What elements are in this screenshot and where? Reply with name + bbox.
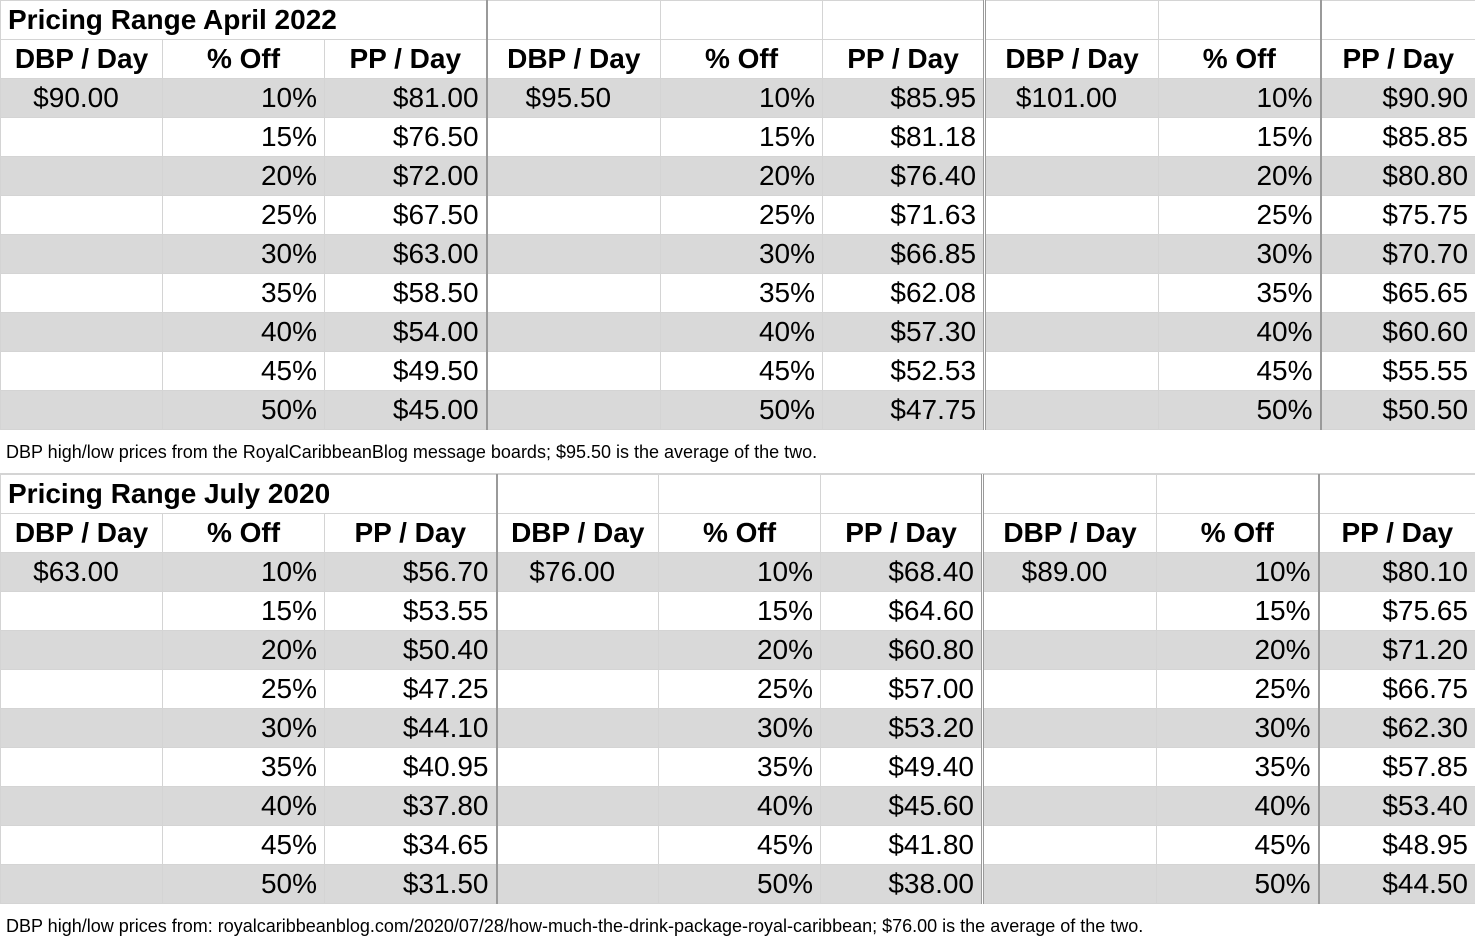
percent-off-cell: 35% xyxy=(163,274,325,313)
pp-cell: $68.40 xyxy=(821,553,983,592)
table-row xyxy=(1,196,1475,235)
percent-off-cell: 45% xyxy=(1159,352,1321,391)
pp-cell: $49.40 xyxy=(821,748,983,787)
percent-off-cell: 45% xyxy=(163,352,325,391)
table-row xyxy=(1,391,1475,430)
pp-cell: $57.85 xyxy=(1319,748,1475,787)
dbp-cell xyxy=(1,787,163,826)
pp-cell: $50.40 xyxy=(325,631,497,670)
percent-off-cell: 50% xyxy=(1159,391,1321,430)
empty-cell xyxy=(1321,1,1475,40)
pp-cell: $81.00 xyxy=(325,79,487,118)
dbp-cell xyxy=(985,157,1159,196)
table-row xyxy=(1,709,1475,748)
pp-cell: $66.85 xyxy=(823,235,985,274)
pp-cell: $54.00 xyxy=(325,313,487,352)
dbp-cell xyxy=(487,157,661,196)
percent-off-cell: 50% xyxy=(1157,865,1319,904)
pp-cell: $80.10 xyxy=(1319,553,1475,592)
dbp-cell: $89.00 xyxy=(983,553,1157,592)
dbp-cell xyxy=(1,826,163,865)
dbp-cell xyxy=(487,235,661,274)
pp-cell: $50.50 xyxy=(1321,391,1475,430)
pp-cell: $66.75 xyxy=(1319,670,1475,709)
percent-off-cell: 30% xyxy=(1157,709,1319,748)
dbp-cell xyxy=(487,274,661,313)
pp-cell: $41.80 xyxy=(821,826,983,865)
percent-off-cell: 25% xyxy=(661,196,823,235)
percent-off-cell: 30% xyxy=(163,235,325,274)
percent-off-cell: 10% xyxy=(661,79,823,118)
dbp-cell xyxy=(1,313,163,352)
dbp-cell xyxy=(985,391,1159,430)
table-row xyxy=(1,748,1475,787)
dbp-cell xyxy=(497,709,659,748)
percent-off-cell: 50% xyxy=(163,391,325,430)
dbp-cell xyxy=(497,787,659,826)
table-row xyxy=(1,670,1475,709)
empty-cell xyxy=(659,475,821,514)
empty-cell xyxy=(661,1,823,40)
percent-off-cell: 20% xyxy=(1159,157,1321,196)
percent-off-cell: 25% xyxy=(659,670,821,709)
percent-off-cell: 35% xyxy=(659,748,821,787)
table-row xyxy=(1,865,1475,904)
pp-cell: $75.65 xyxy=(1319,592,1475,631)
pp-cell: $85.95 xyxy=(823,79,985,118)
column-header: PP / Day xyxy=(1321,40,1475,79)
table-row xyxy=(1,274,1475,313)
dbp-cell xyxy=(985,196,1159,235)
percent-off-cell: 40% xyxy=(163,313,325,352)
percent-off-cell: 50% xyxy=(659,865,821,904)
percent-off-cell: 40% xyxy=(1157,787,1319,826)
percent-off-cell: 30% xyxy=(659,709,821,748)
percent-off-cell: 50% xyxy=(661,391,823,430)
table-row xyxy=(1,235,1475,274)
percent-off-cell: 20% xyxy=(163,631,325,670)
empty-cell xyxy=(1319,475,1475,514)
percent-off-cell: 20% xyxy=(1157,631,1319,670)
dbp-cell xyxy=(985,118,1159,157)
pp-cell: $52.53 xyxy=(823,352,985,391)
dbp-cell xyxy=(497,748,659,787)
percent-off-cell: 15% xyxy=(1159,118,1321,157)
pp-cell: $71.20 xyxy=(1319,631,1475,670)
dbp-cell xyxy=(487,391,661,430)
dbp-cell xyxy=(983,787,1157,826)
dbp-cell xyxy=(487,118,661,157)
pp-cell: $34.65 xyxy=(325,826,497,865)
empty-cell xyxy=(497,475,659,514)
percent-off-cell: 15% xyxy=(163,592,325,631)
table-row xyxy=(1,553,1475,592)
table-row xyxy=(1,313,1475,352)
percent-off-cell: 20% xyxy=(659,631,821,670)
percent-off-cell: 10% xyxy=(1157,553,1319,592)
column-header: DBP / Day xyxy=(1,40,163,79)
dbp-cell xyxy=(1,352,163,391)
dbp-cell xyxy=(983,865,1157,904)
pp-cell: $71.63 xyxy=(823,196,985,235)
pp-cell: $80.80 xyxy=(1321,157,1475,196)
pp-cell: $53.55 xyxy=(325,592,497,631)
column-header: DBP / Day xyxy=(983,514,1157,553)
dbp-cell xyxy=(497,826,659,865)
pp-cell: $48.95 xyxy=(1319,826,1475,865)
percent-off-cell: 25% xyxy=(1157,670,1319,709)
footnote: DBP high/low prices from the RoyalCaribbeanBlog message boards; $95.50 is the average of the two. xyxy=(0,430,1475,474)
percent-off-cell: 15% xyxy=(661,118,823,157)
dbp-cell xyxy=(1,196,163,235)
pp-cell: $90.90 xyxy=(1321,79,1475,118)
column-header: % Off xyxy=(163,40,325,79)
percent-off-cell: 45% xyxy=(661,352,823,391)
pp-cell: $53.20 xyxy=(821,709,983,748)
pp-cell: $63.00 xyxy=(325,235,487,274)
dbp-cell xyxy=(985,352,1159,391)
dbp-cell xyxy=(487,196,661,235)
pp-cell: $47.75 xyxy=(823,391,985,430)
section-title-row xyxy=(1,475,1475,514)
section-title-row xyxy=(1,1,1475,40)
empty-cell xyxy=(983,475,1157,514)
pp-cell: $37.80 xyxy=(325,787,497,826)
dbp-cell xyxy=(487,313,661,352)
pp-cell: $44.10 xyxy=(325,709,497,748)
dbp-cell: $63.00 xyxy=(1,553,163,592)
pp-cell: $60.60 xyxy=(1321,313,1475,352)
header-row xyxy=(1,40,1475,79)
dbp-cell xyxy=(983,592,1157,631)
column-header: % Off xyxy=(661,40,823,79)
pp-cell: $76.40 xyxy=(823,157,985,196)
pp-cell: $64.60 xyxy=(821,592,983,631)
percent-off-cell: 35% xyxy=(661,274,823,313)
percent-off-cell: 45% xyxy=(163,826,325,865)
column-header: DBP / Day xyxy=(487,40,661,79)
dbp-cell xyxy=(1,274,163,313)
percent-off-cell: 30% xyxy=(163,709,325,748)
table-row xyxy=(1,79,1475,118)
column-header: PP / Day xyxy=(821,514,983,553)
dbp-cell xyxy=(985,235,1159,274)
table-row xyxy=(1,352,1475,391)
percent-off-cell: 35% xyxy=(1159,274,1321,313)
percent-off-cell: 10% xyxy=(163,79,325,118)
empty-cell xyxy=(821,475,983,514)
dbp-cell xyxy=(1,670,163,709)
table-row xyxy=(1,631,1475,670)
percent-off-cell: 30% xyxy=(1159,235,1321,274)
dbp-cell xyxy=(983,748,1157,787)
empty-cell xyxy=(1157,475,1319,514)
pp-cell: $76.50 xyxy=(325,118,487,157)
dbp-cell: $101.00 xyxy=(985,79,1159,118)
percent-off-cell: 15% xyxy=(659,592,821,631)
percent-off-cell: 35% xyxy=(163,748,325,787)
dbp-cell xyxy=(497,670,659,709)
pp-cell: $55.55 xyxy=(1321,352,1475,391)
footnote: DBP high/low prices from: royalcaribbeanblog.com/2020/07/28/how-much-the-drink-package-royal-caribbean; $76.00 is the average of the two. xyxy=(0,904,1475,948)
column-header: PP / Day xyxy=(823,40,985,79)
dbp-cell xyxy=(985,274,1159,313)
pp-cell: $81.18 xyxy=(823,118,985,157)
pp-cell: $57.30 xyxy=(823,313,985,352)
percent-off-cell: 45% xyxy=(659,826,821,865)
pp-cell: $56.70 xyxy=(325,553,497,592)
pp-cell: $44.50 xyxy=(1319,865,1475,904)
pp-cell: $58.50 xyxy=(325,274,487,313)
pp-cell: $45.00 xyxy=(325,391,487,430)
empty-cell xyxy=(487,1,661,40)
percent-off-cell: 10% xyxy=(163,553,325,592)
pp-cell: $72.00 xyxy=(325,157,487,196)
table-body xyxy=(1,553,1475,904)
percent-off-cell: 25% xyxy=(1159,196,1321,235)
pp-cell: $40.95 xyxy=(325,748,497,787)
dbp-cell xyxy=(1,118,163,157)
column-header: DBP / Day xyxy=(497,514,659,553)
percent-off-cell: 20% xyxy=(163,157,325,196)
dbp-cell xyxy=(983,826,1157,865)
dbp-cell: $90.00 xyxy=(1,79,163,118)
header-row xyxy=(1,514,1475,553)
dbp-cell xyxy=(1,865,163,904)
pp-cell: $75.75 xyxy=(1321,196,1475,235)
column-header: % Off xyxy=(659,514,821,553)
dbp-cell xyxy=(497,631,659,670)
pp-cell: $62.30 xyxy=(1319,709,1475,748)
column-header: PP / Day xyxy=(325,514,497,553)
pp-cell: $60.80 xyxy=(821,631,983,670)
percent-off-cell: 25% xyxy=(163,670,325,709)
column-header: % Off xyxy=(1159,40,1321,79)
dbp-cell xyxy=(1,235,163,274)
percent-off-cell: 35% xyxy=(1157,748,1319,787)
pp-cell: $45.60 xyxy=(821,787,983,826)
dbp-cell xyxy=(983,709,1157,748)
dbp-cell xyxy=(1,748,163,787)
percent-off-cell: 40% xyxy=(163,787,325,826)
column-header: PP / Day xyxy=(1319,514,1475,553)
table-row xyxy=(1,787,1475,826)
table-row xyxy=(1,118,1475,157)
dbp-cell xyxy=(983,631,1157,670)
pp-cell: $67.50 xyxy=(325,196,487,235)
pp-cell: $70.70 xyxy=(1321,235,1475,274)
dbp-cell xyxy=(497,592,659,631)
pricing-table-july-2020 xyxy=(0,474,1475,904)
dbp-cell xyxy=(1,391,163,430)
pp-cell: $38.00 xyxy=(821,865,983,904)
table-body xyxy=(1,79,1475,430)
percent-off-cell: 10% xyxy=(659,553,821,592)
column-header: PP / Day xyxy=(325,40,487,79)
dbp-cell xyxy=(1,709,163,748)
pricing-table-april-2022 xyxy=(0,0,1475,430)
percent-off-cell: 50% xyxy=(163,865,325,904)
pp-cell: $31.50 xyxy=(325,865,497,904)
percent-off-cell: 10% xyxy=(1159,79,1321,118)
empty-cell xyxy=(985,1,1159,40)
dbp-cell xyxy=(1,631,163,670)
column-header: % Off xyxy=(1157,514,1319,553)
percent-off-cell: 25% xyxy=(163,196,325,235)
column-header: % Off xyxy=(163,514,325,553)
percent-off-cell: 45% xyxy=(1157,826,1319,865)
dbp-cell: $95.50 xyxy=(487,79,661,118)
dbp-cell xyxy=(1,157,163,196)
percent-off-cell: 15% xyxy=(1157,592,1319,631)
percent-off-cell: 40% xyxy=(661,313,823,352)
percent-off-cell: 40% xyxy=(1159,313,1321,352)
pp-cell: $47.25 xyxy=(325,670,497,709)
pp-cell: $49.50 xyxy=(325,352,487,391)
section-title: Pricing Range July 2020 xyxy=(1,475,497,514)
percent-off-cell: 15% xyxy=(163,118,325,157)
percent-off-cell: 20% xyxy=(661,157,823,196)
pp-cell: $53.40 xyxy=(1319,787,1475,826)
pp-cell: $65.65 xyxy=(1321,274,1475,313)
table-row xyxy=(1,592,1475,631)
dbp-cell xyxy=(487,352,661,391)
column-header: DBP / Day xyxy=(1,514,163,553)
percent-off-cell: 40% xyxy=(659,787,821,826)
pp-cell: $57.00 xyxy=(821,670,983,709)
dbp-cell: $76.00 xyxy=(497,553,659,592)
dbp-cell xyxy=(985,313,1159,352)
dbp-cell xyxy=(1,592,163,631)
empty-cell xyxy=(1159,1,1321,40)
table-row xyxy=(1,157,1475,196)
column-header: DBP / Day xyxy=(985,40,1159,79)
table-row xyxy=(1,826,1475,865)
pp-cell: $62.08 xyxy=(823,274,985,313)
percent-off-cell: 30% xyxy=(661,235,823,274)
empty-cell xyxy=(823,1,985,40)
section-title: Pricing Range April 2022 xyxy=(1,1,487,40)
pp-cell: $85.85 xyxy=(1321,118,1475,157)
dbp-cell xyxy=(983,670,1157,709)
dbp-cell xyxy=(497,865,659,904)
